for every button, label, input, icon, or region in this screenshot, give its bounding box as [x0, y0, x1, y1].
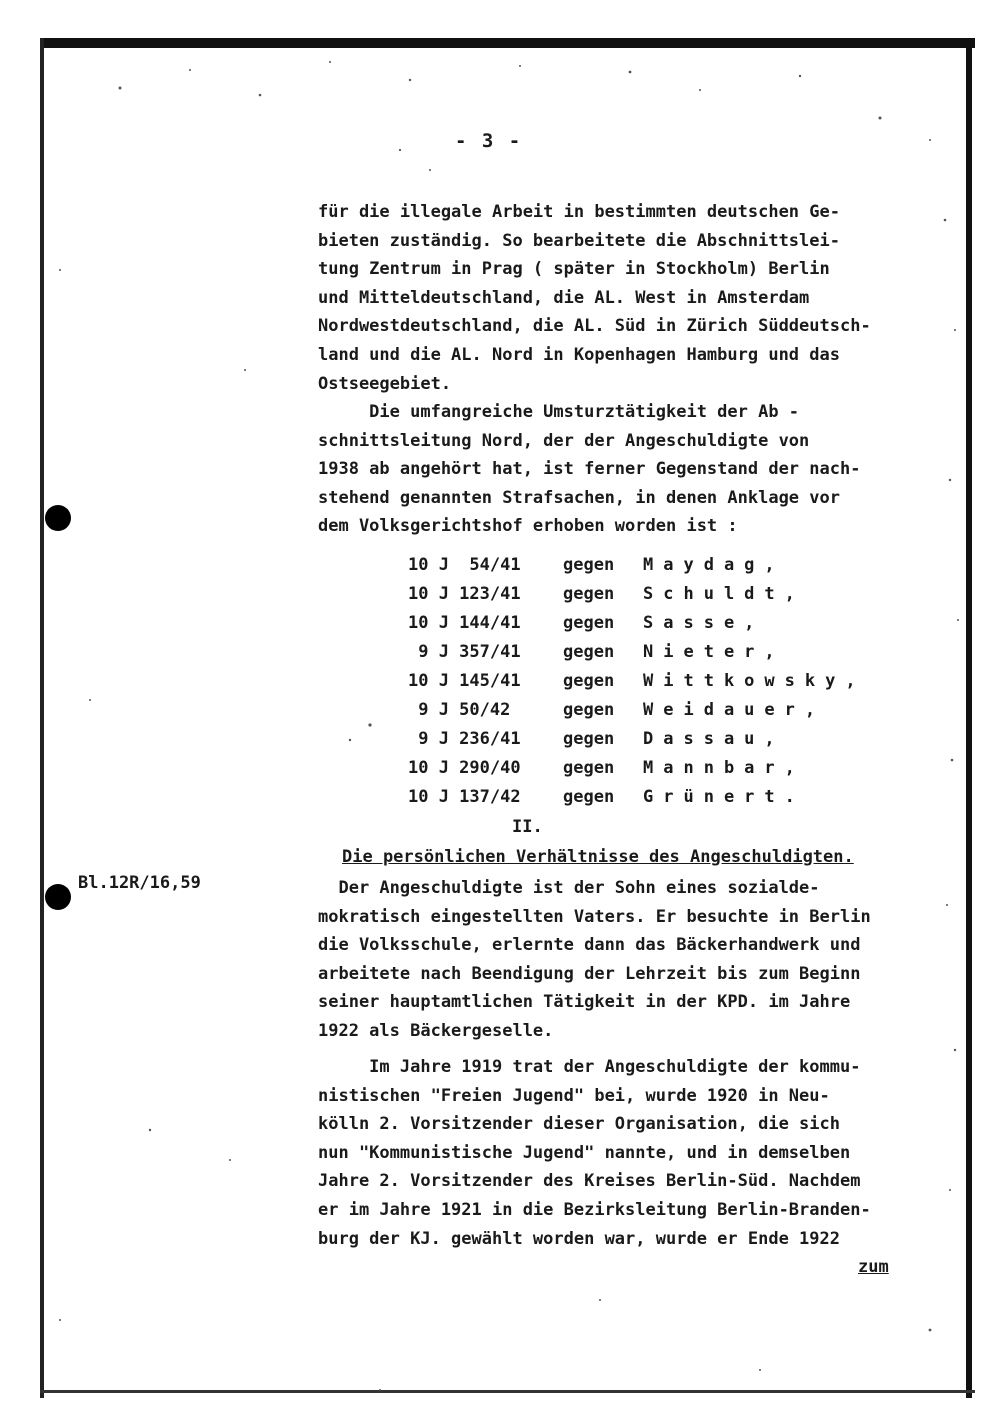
case-row — [408, 555, 785, 584]
margin-reference: Bl.12R/16,59 — [78, 873, 201, 893]
case-against-word: gegen — [563, 613, 615, 633]
case-defendant-name: Mannbar, — [643, 758, 805, 778]
paragraph-4 — [318, 1053, 918, 1253]
case-list — [408, 555, 866, 816]
case-defendant-name: Wittkowsky, — [643, 671, 866, 691]
case-reference: 10 J 123/41 — [408, 584, 521, 604]
section-title: Die persönlichen Verhältnisse des Angeschuldigten. — [342, 847, 854, 867]
text-line: Die umfangreiche Umsturztätigkeit der Ab - — [318, 402, 800, 422]
case-against-word: gegen — [563, 642, 615, 662]
case-row — [408, 700, 826, 729]
text-line: Ostseegebiet. — [318, 373, 452, 394]
case-defendant-name: Nieter, — [643, 642, 785, 662]
case-against-word: gegen — [563, 787, 615, 807]
text-line: stehend genannten Strafsachen, in denen Anklage vor — [318, 487, 840, 508]
text-line: nistischen "Freien Jugend" bei, wurde 1920 in Neu- — [318, 1085, 830, 1106]
case-against-word: gegen — [563, 555, 615, 575]
case-row — [408, 787, 805, 816]
text-line: 1938 ab angehört hat, ist ferner Gegenstand der nach- — [318, 459, 861, 480]
case-row — [408, 758, 805, 787]
page-number: - 3 - — [455, 130, 523, 152]
text-line: burg der KJ. gewählt worden war, wurde er Ende 1922 — [318, 1228, 840, 1249]
text-line: er im Jahre 1921 in die Bezirksleitung Berlin-Branden- — [318, 1199, 871, 1220]
text-line: land und die AL. Nord in Kopenhagen Hamburg und das — [318, 344, 840, 365]
paragraph-2 — [318, 398, 918, 541]
text-line: und Mitteldeutschland, die AL. West in Amsterdam — [318, 287, 810, 308]
case-defendant-name: Weidauer, — [643, 700, 826, 720]
case-row — [408, 729, 785, 758]
case-reference: 9 J 357/41 — [408, 642, 521, 662]
paragraph-1 — [318, 198, 918, 398]
case-row — [408, 671, 866, 700]
text-line: Im Jahre 1919 trat der Angeschuldigte der kommu- — [318, 1057, 861, 1077]
case-row — [408, 584, 805, 613]
case-reference: 10 J 290/40 — [408, 758, 521, 778]
case-defendant-name: Schuldt, — [643, 584, 805, 604]
case-reference: 10 J 144/41 — [408, 613, 521, 633]
text-line: Jahre 2. Vorsitzender des Kreises Berlin-Süd. Nachdem — [318, 1171, 861, 1192]
catchword: zum — [858, 1257, 889, 1277]
text-line: arbeitete nach Beendigung der Lehrzeit bis zum Beginn — [318, 963, 861, 984]
text-line: tung Zentrum in Prag ( später in Stockholm) Berlin — [318, 259, 830, 280]
case-against-word: gegen — [563, 584, 615, 604]
case-defendant-name: Sasse, — [643, 613, 765, 633]
text-line: mokratisch eingestellten Vaters. Er besuchte in Berlin — [318, 906, 871, 927]
case-defendant-name: Maydag, — [643, 555, 785, 575]
case-reference: 9 J 50/42 — [408, 700, 511, 720]
case-against-word: gegen — [563, 671, 615, 691]
text-line: die Volksschule, erlernte dann das Bäckerhandwerk und — [318, 935, 861, 956]
case-row — [408, 613, 765, 642]
case-row — [408, 642, 785, 671]
text-line: bieten zuständig. So bearbeitete die Abschnittslei- — [318, 230, 840, 251]
case-reference: 10 J 54/41 — [408, 555, 521, 575]
case-against-word: gegen — [563, 758, 615, 778]
text-line: Der Angeschuldigte ist der Sohn eines sozialde- — [318, 878, 820, 898]
case-defendant-name: Grünert. — [643, 787, 805, 807]
text-line: für die illegale Arbeit in bestimmten deutschen Ge- — [318, 202, 840, 222]
text-line: schnittsleitung Nord, der der Angeschuldigte von — [318, 430, 810, 451]
case-against-word: gegen — [563, 700, 615, 720]
text-line: dem Volksgerichtshof erhoben worden ist : — [318, 516, 738, 537]
text-line: seiner hauptamtlichen Tätigkeit in der KPD. im Jahre — [318, 992, 851, 1013]
text-line: kölln 2. Vorsitzender dieser Organisation, die sich — [318, 1114, 840, 1135]
case-against-word: gegen — [563, 729, 615, 749]
paragraph-3 — [318, 874, 918, 1046]
section-number: II. — [512, 817, 543, 837]
text-line: Nordwestdeutschland, die AL. Süd in Zürich Süddeutsch- — [318, 316, 871, 337]
case-reference: 10 J 145/41 — [408, 671, 521, 691]
case-defendant-name: Dassau, — [643, 729, 785, 749]
text-line: 1922 als Bäckergeselle. — [318, 1020, 554, 1041]
case-reference: 9 J 236/41 — [408, 729, 521, 749]
text-line: nun "Kommunistische Jugend" nannte, und in demselben — [318, 1142, 851, 1163]
case-reference: 10 J 137/42 — [408, 787, 521, 807]
